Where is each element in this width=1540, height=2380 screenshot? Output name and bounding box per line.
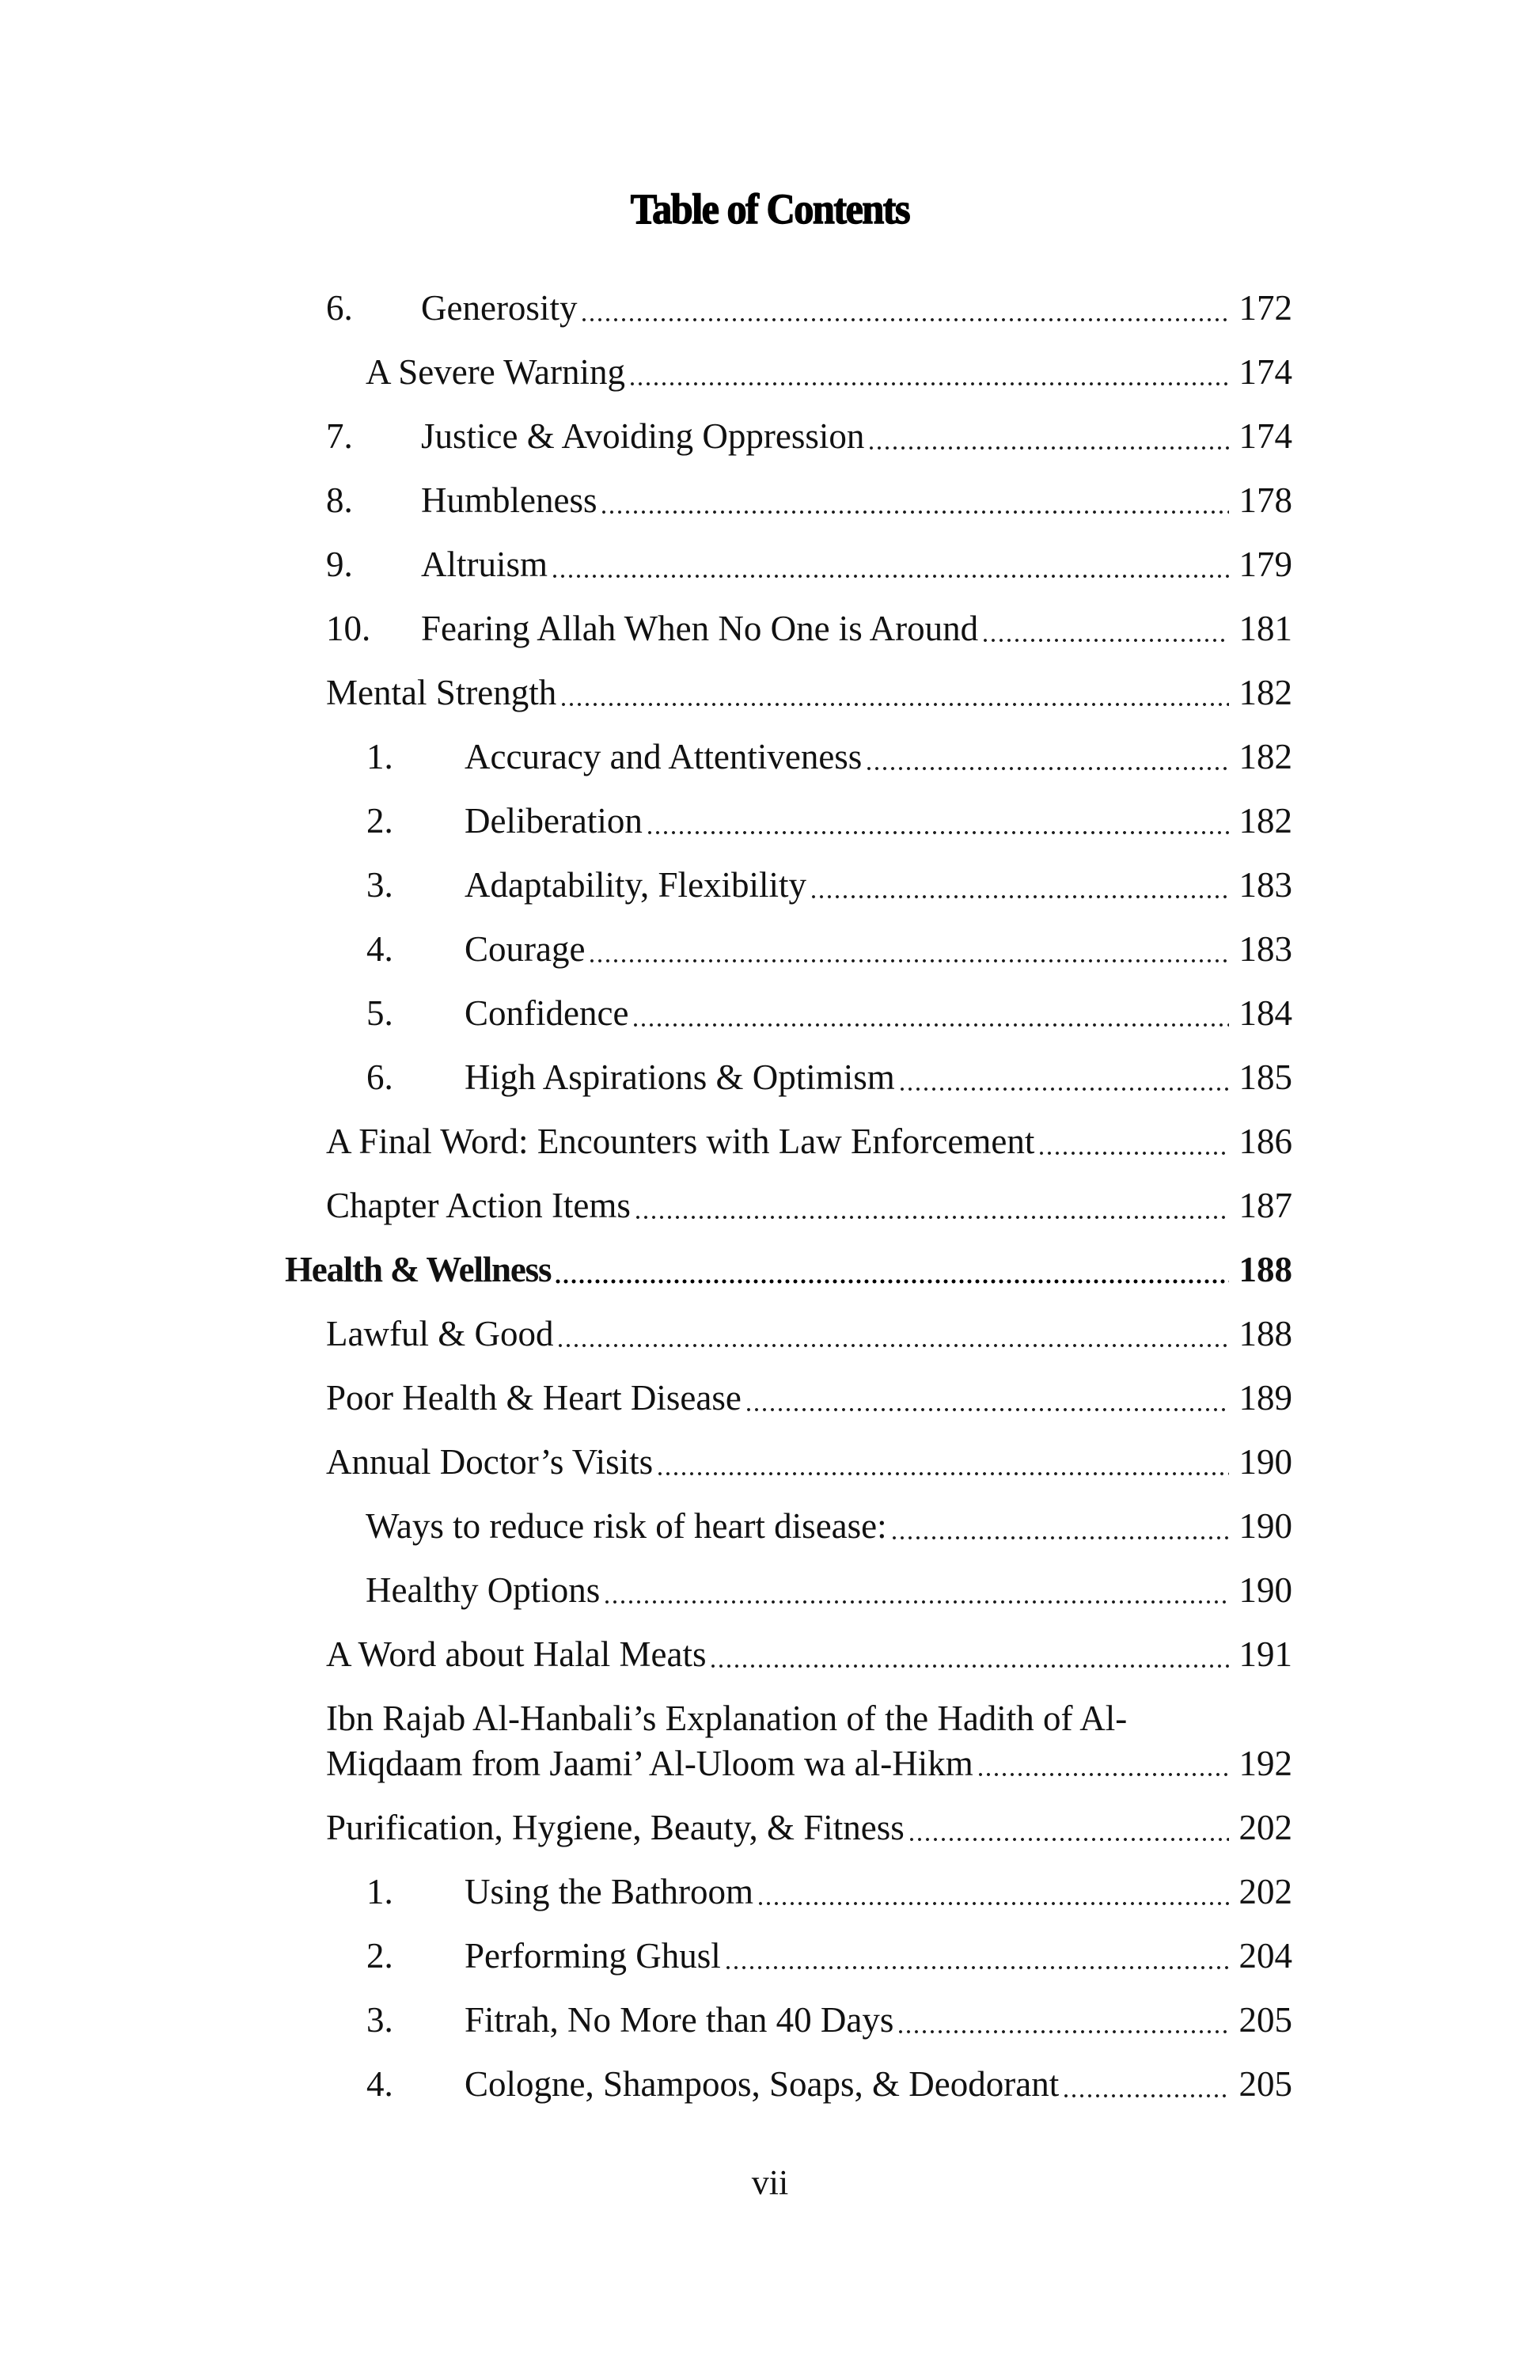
toc-entry[interactable]	[0, 2052, 1540, 2116]
entry-number: 2.	[366, 1936, 393, 1976]
toc-entry[interactable]	[0, 533, 1540, 597]
entry-title: Altruism	[421, 545, 548, 584]
entry-title: Cologne, Shampoos, Soaps, & Deodorant	[465, 2064, 1060, 2104]
dot-leader	[897, 1988, 1229, 2052]
entry-number: 3.	[366, 865, 393, 905]
toc-entry[interactable]	[0, 597, 1540, 661]
entry-number: 5.	[366, 993, 393, 1033]
entry-line	[421, 276, 1292, 340]
dot-leader	[810, 853, 1229, 917]
entry-line	[465, 725, 1292, 789]
entry-title: A Severe Warning	[366, 352, 625, 392]
toc-entry[interactable]	[0, 1238, 1540, 1302]
dot-leader	[603, 1558, 1229, 1623]
entry-title: Generosity	[421, 288, 578, 328]
entry-line	[465, 1988, 1292, 2052]
dot-leader	[865, 725, 1229, 789]
entry-line	[421, 404, 1292, 469]
entry-page-number: 179	[1238, 545, 1292, 584]
entry-title: Confidence	[465, 993, 629, 1033]
entry-page-number: 182	[1238, 737, 1292, 776]
toc-entry[interactable]	[0, 725, 1540, 789]
toc-entry[interactable]	[0, 1430, 1540, 1494]
dot-leader	[551, 533, 1229, 597]
entry-line	[326, 1430, 1292, 1494]
entry-page-number: 172	[1238, 288, 1292, 328]
entry-number: 10.	[326, 609, 371, 648]
entry-page-number: 202	[1238, 1872, 1292, 1911]
dot-leader	[634, 1174, 1229, 1238]
entry-number: 9.	[326, 545, 353, 584]
dot-leader	[632, 981, 1229, 1046]
entry-title: Adaptability, Flexibility	[465, 865, 807, 905]
entry-line	[465, 981, 1292, 1046]
toc-entry[interactable]	[0, 1623, 1540, 1687]
toc-entry[interactable]	[0, 661, 1540, 725]
entry-line	[326, 1174, 1292, 1238]
entry-line	[326, 1302, 1292, 1366]
entry-title: Accuracy and Attentiveness	[465, 737, 863, 776]
entry-page-number: 186	[1238, 1122, 1292, 1161]
entry-title: High Aspirations & Optimism	[465, 1057, 895, 1097]
toc-entry[interactable]	[0, 1860, 1540, 1924]
entry-line	[326, 1796, 1292, 1860]
toc-entry[interactable]	[0, 1558, 1540, 1623]
entry-line	[465, 1046, 1292, 1110]
entry-title: Deliberation	[465, 801, 643, 841]
entry-title: Mental Strength	[326, 673, 557, 712]
entry-line	[366, 1494, 1292, 1558]
entry-page-number: 205	[1238, 2000, 1292, 2040]
entry-title: Courage	[465, 929, 586, 969]
toc-entry[interactable]	[0, 1046, 1540, 1110]
toc-entry[interactable]	[0, 276, 1540, 340]
dot-leader	[709, 1623, 1229, 1687]
entry-page-number: 190	[1238, 1506, 1292, 1546]
toc-entry[interactable]	[0, 981, 1540, 1046]
entry-number: 4.	[366, 2064, 393, 2104]
dot-leader	[628, 340, 1229, 404]
dot-leader	[867, 404, 1229, 469]
toc-entry[interactable]	[0, 1302, 1540, 1366]
entry-title: Using the Bathroom	[465, 1872, 753, 1911]
toc-entry[interactable]	[0, 1924, 1540, 1988]
chapter-title: Health & Wellness	[285, 1250, 552, 1289]
entry-title: A Final Word: Encounters with Law Enforcement	[326, 1122, 1035, 1161]
entry-page-number: 187	[1238, 1186, 1292, 1225]
entry-number: 2.	[366, 801, 393, 841]
dot-leader	[556, 1302, 1229, 1366]
entry-line	[285, 1238, 1292, 1302]
entry-page-number: 183	[1238, 929, 1292, 969]
toc-entry[interactable]	[0, 340, 1540, 404]
entry-number: 8.	[326, 480, 353, 520]
dot-leader	[646, 789, 1229, 853]
entry-number: 1.	[366, 737, 393, 776]
entry-page-number: 174	[1238, 416, 1292, 456]
entry-number: 7.	[326, 416, 353, 456]
toc-entry[interactable]	[0, 1494, 1540, 1558]
entry-page-number: 178	[1238, 480, 1292, 520]
entry-line	[366, 340, 1292, 404]
entry-page-number: 183	[1238, 865, 1292, 905]
dot-leader	[908, 1796, 1229, 1860]
entry-title-line: Ibn Rajab Al-Hanbali’s Explanation of the Hadith of Al-	[326, 1699, 1128, 1738]
toc-entry[interactable]	[0, 1796, 1540, 1860]
entry-line	[421, 597, 1292, 661]
entry-title: Justice & Avoiding Oppression	[421, 416, 865, 456]
entry-number: 6.	[326, 288, 353, 328]
dot-leader	[1037, 1110, 1229, 1174]
entry-line	[465, 1860, 1292, 1924]
entry-line	[366, 1558, 1292, 1623]
entry-title: Purification, Hygiene, Beauty, & Fitness	[326, 1808, 905, 1847]
entry-number: 4.	[366, 929, 393, 969]
entry-title: Miqdaam from Jaami’ Al-Uloom wa al-Hikm	[326, 1744, 973, 1783]
entry-title: Healthy Options	[366, 1570, 601, 1610]
entry-line	[326, 1110, 1292, 1174]
entry-title: Fitrah, No More than 40 Days	[465, 2000, 894, 2040]
entry-page-number: 189	[1238, 1378, 1292, 1418]
toc-entry[interactable]	[0, 1110, 1540, 1174]
dot-leader	[724, 1924, 1229, 1988]
entry-title: A Word about Halal Meats	[326, 1634, 707, 1674]
entry-page-number: 190	[1238, 1570, 1292, 1610]
dot-leader	[588, 917, 1229, 981]
entry-number: 1.	[366, 1872, 393, 1911]
dot-leader	[580, 276, 1229, 340]
dot-leader	[757, 1860, 1229, 1924]
entry-page-number: 181	[1238, 609, 1292, 648]
entry-title: Annual Doctor’s Visits	[326, 1442, 654, 1482]
dot-leader	[554, 1238, 1229, 1302]
entry-line	[465, 1924, 1292, 1988]
entry-line	[326, 1366, 1292, 1430]
dot-leader	[600, 469, 1229, 533]
toc-entry[interactable]	[0, 917, 1540, 981]
dot-leader	[977, 1741, 1229, 1786]
entry-page-number: 204	[1238, 1936, 1292, 1976]
entry-page-number: 182	[1238, 801, 1292, 841]
page-number-folio: vii	[751, 2163, 789, 2202]
entry-page-number: 205	[1238, 2064, 1292, 2104]
entry-page-number: 185	[1238, 1057, 1292, 1097]
toc-entry[interactable]	[0, 1988, 1540, 2052]
entry-page-number: 182	[1238, 673, 1292, 712]
page-title: Table of Contents	[630, 185, 910, 233]
entry-line	[326, 661, 1292, 725]
entry-line	[465, 853, 1292, 917]
entry-page-number: 184	[1238, 993, 1292, 1033]
dot-leader	[559, 661, 1229, 725]
entry-title: Lawful & Good	[326, 1314, 554, 1353]
toc-entry[interactable]	[0, 1174, 1540, 1238]
entry-page-number: 188	[1238, 1314, 1292, 1353]
entry-title: Chapter Action Items	[326, 1186, 631, 1225]
entry-line	[465, 917, 1292, 981]
entry-title: Performing Ghusl	[465, 1936, 721, 1976]
dot-leader	[890, 1494, 1229, 1558]
entry-page-number: 202	[1238, 1808, 1292, 1847]
entry-page-number: 191	[1238, 1634, 1292, 1674]
entry-page-number: 188	[1238, 1250, 1292, 1289]
dot-leader	[1062, 2052, 1229, 2116]
entry-title: Fearing Allah When No One is Around	[421, 609, 979, 648]
toc-entry[interactable]	[0, 1366, 1540, 1430]
entry-page-number: 174	[1238, 352, 1292, 392]
dot-leader	[981, 597, 1229, 661]
dot-leader	[898, 1046, 1229, 1110]
entry-line	[421, 533, 1292, 597]
entry-title: Humbleness	[421, 480, 597, 520]
entry-page-number: 190	[1238, 1442, 1292, 1482]
dot-leader	[745, 1366, 1229, 1430]
dot-leader	[656, 1430, 1229, 1494]
toc-entry[interactable]	[0, 853, 1540, 917]
toc-entry[interactable]	[0, 1687, 1540, 1796]
entry-line	[326, 1623, 1292, 1687]
entry-line	[465, 789, 1292, 853]
entry-title: Poor Health & Heart Disease	[326, 1378, 742, 1418]
entry-title: Ways to reduce risk of heart disease:	[366, 1506, 887, 1546]
entry-number: 6.	[366, 1057, 393, 1097]
entry-line	[326, 1741, 1292, 1786]
entry-page-number: 192	[1238, 1744, 1292, 1783]
entry-line	[465, 2052, 1292, 2116]
toc-entry[interactable]	[0, 789, 1540, 853]
table-of-contents	[0, 276, 1540, 2116]
toc-entry[interactable]	[0, 469, 1540, 533]
toc-entry[interactable]	[0, 404, 1540, 469]
entry-number: 3.	[366, 2000, 393, 2040]
entry-line	[421, 469, 1292, 533]
